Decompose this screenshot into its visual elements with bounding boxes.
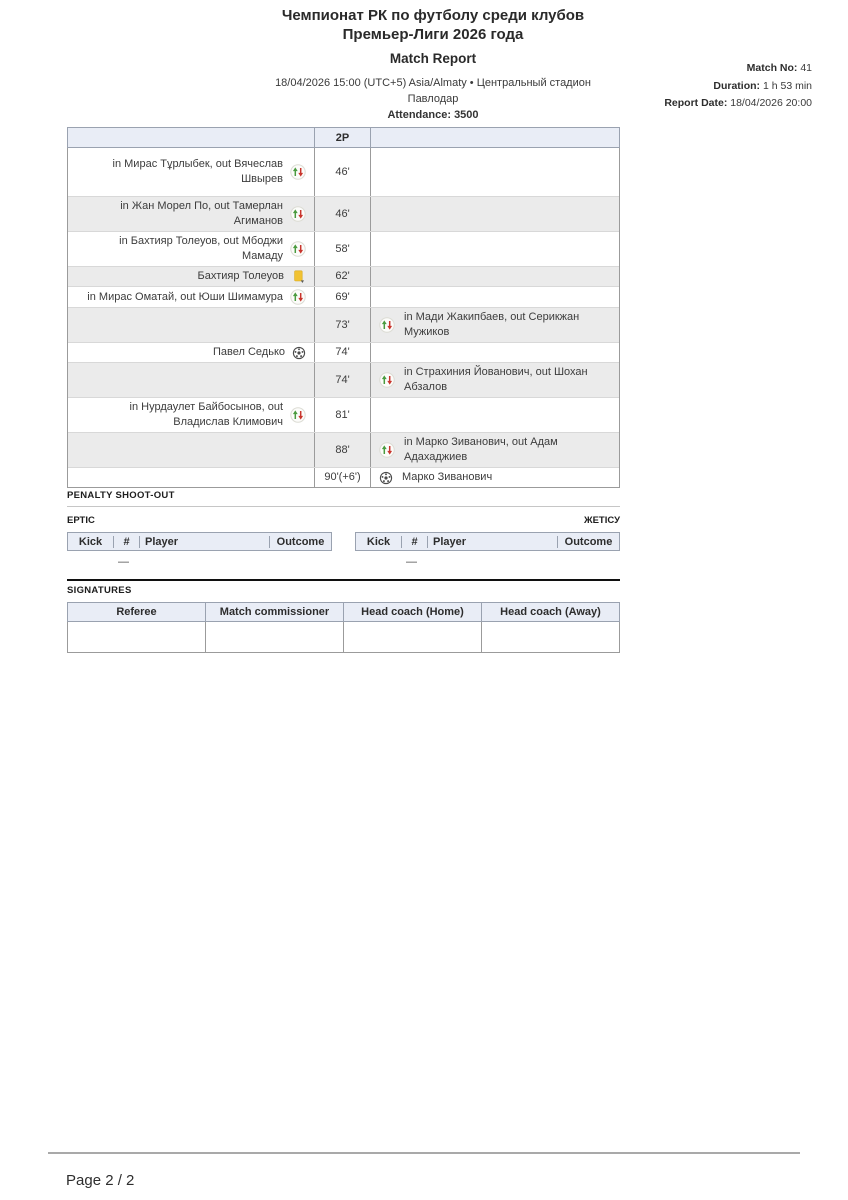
event-home-text: in Нурдаулет Байбосынов, out Владислав Климович xyxy=(129,401,283,428)
event-row xyxy=(68,362,619,397)
match-city: Павлодар xyxy=(407,93,459,105)
penalty-table-away-header xyxy=(355,532,620,551)
signatures-section-title: SIGNATURES xyxy=(67,585,132,596)
event-row xyxy=(68,432,619,467)
substitution-icon xyxy=(379,317,395,333)
event-home-cell xyxy=(68,232,314,266)
penalty-home-empty: — xyxy=(118,556,129,568)
events-table-header xyxy=(67,127,620,148)
event-away-cell xyxy=(371,197,619,231)
kick-column-header: Kick xyxy=(78,535,103,548)
duration-label: Duration: xyxy=(713,79,761,92)
event-row xyxy=(68,286,619,307)
event-away-text: in Мади Жакипбаев, out Серикжан Мужиков xyxy=(404,311,580,338)
penalty-divider xyxy=(67,506,620,507)
attendance-label: Attendance: xyxy=(387,109,451,121)
duration-value: 1 h 53 min xyxy=(762,79,812,92)
attendance-value: 3500 xyxy=(454,109,479,121)
penalty-table-home xyxy=(67,532,332,568)
penalty-table-away xyxy=(355,532,620,568)
substitution-icon xyxy=(290,164,306,180)
event-minute: 90'(+6') xyxy=(314,468,371,487)
substitution-icon xyxy=(379,442,395,458)
event-home-cell xyxy=(68,398,314,432)
report-date-value: 18/04/2026 20:00 xyxy=(730,97,812,109)
substitution-icon xyxy=(290,206,306,222)
event-away-cell xyxy=(371,267,619,286)
event-away-cell xyxy=(371,468,619,487)
away-team-name: ЖЕТІСУ xyxy=(583,515,620,526)
event-away-cell xyxy=(371,148,619,196)
player-column-header: Player xyxy=(433,535,467,548)
event-away-cell xyxy=(371,343,619,362)
footer-divider xyxy=(48,1152,800,1154)
report-date-row xyxy=(664,95,812,113)
match-commissioner-column-header: Match commissioner xyxy=(205,603,343,621)
event-home-cell xyxy=(68,343,314,362)
head-coach-away-signature-cell xyxy=(481,622,619,652)
event-minute: 46' xyxy=(314,197,371,231)
event-minute: 74' xyxy=(314,363,371,397)
goal-icon xyxy=(292,346,306,360)
penalty-team-labels xyxy=(67,515,620,526)
event-row xyxy=(68,307,619,342)
period-header: 2P xyxy=(314,128,371,147)
signatures-table-body xyxy=(67,622,620,653)
event-row xyxy=(68,231,619,266)
event-home-cell xyxy=(68,197,314,231)
event-away-text: Марко Зиванович xyxy=(402,471,493,483)
penalty-tables xyxy=(67,532,620,568)
substitution-icon xyxy=(290,289,306,305)
event-minute: 73' xyxy=(314,308,371,342)
event-home-text: Бахтияр Толеуов xyxy=(197,270,284,282)
signatures-table xyxy=(67,602,620,653)
penalty-table-home-header xyxy=(67,532,332,551)
section-end-rule xyxy=(67,579,620,581)
event-minute: 81' xyxy=(314,398,371,432)
event-home-cell xyxy=(68,363,314,397)
penalty-away-empty: — xyxy=(406,556,417,568)
substitution-icon xyxy=(379,372,395,388)
kick-column-header: Kick xyxy=(366,535,391,548)
event-minute: 69' xyxy=(314,287,371,307)
match-no-value: 41 xyxy=(800,62,812,74)
event-row xyxy=(68,397,619,432)
event-row xyxy=(68,342,619,362)
number-column-header: # xyxy=(401,536,428,548)
outcome-column-header: Outcome xyxy=(269,536,331,548)
event-row xyxy=(68,266,619,286)
report-title-line2: Премьер-Лиги 2026 года xyxy=(342,26,524,43)
home-team-name: ЕРТІС xyxy=(67,515,95,526)
event-minute: 88' xyxy=(314,433,371,467)
event-row xyxy=(68,467,619,487)
match-commissioner-signature-cell xyxy=(205,622,343,652)
event-home-cell xyxy=(68,308,314,342)
head-coach-home-signature-cell xyxy=(343,622,481,652)
events-header-away-cell xyxy=(371,128,619,147)
event-home-cell xyxy=(68,468,314,487)
referee-column-header: Referee xyxy=(116,606,157,618)
page-number: Page 2 / 2 xyxy=(66,1172,135,1189)
outcome-column-header: Outcome xyxy=(557,536,619,548)
event-away-cell xyxy=(371,308,619,342)
event-home-cell xyxy=(68,148,314,196)
head-coach-home-column-header: Head coach (Home) xyxy=(343,603,481,621)
event-away-cell xyxy=(371,287,619,307)
signatures-section xyxy=(67,585,620,653)
event-away-cell xyxy=(371,363,619,397)
yellow-card-icon xyxy=(291,269,306,284)
player-column-header: Player xyxy=(145,535,179,548)
event-home-cell xyxy=(68,267,314,286)
event-minute: 58' xyxy=(314,232,371,266)
event-home-text: in Жан Морел По, out Тамерлан Агиманов xyxy=(120,200,283,227)
event-away-cell xyxy=(371,232,619,266)
event-home-text: Павел Седько xyxy=(213,346,285,358)
event-row xyxy=(68,196,619,231)
substitution-icon xyxy=(290,407,306,423)
penalty-shootout-section xyxy=(67,490,620,581)
penalty-section-title: PENALTY SHOOT-OUT xyxy=(67,490,175,501)
substitution-icon xyxy=(290,241,306,257)
goal-icon xyxy=(379,471,393,485)
referee-signature-cell xyxy=(68,622,205,652)
match-no-row xyxy=(664,60,812,78)
match-datetime-venue: 18/04/2026 15:00 (UTC+5) Asia/Almaty • Центральный стадион xyxy=(275,77,591,89)
report-date-label: Report Date: xyxy=(664,97,728,109)
events-table-body xyxy=(67,148,620,488)
event-row xyxy=(68,148,619,196)
event-home-cell xyxy=(68,433,314,467)
event-minute: 62' xyxy=(314,267,371,286)
event-away-cell xyxy=(371,433,619,467)
event-minute: 46' xyxy=(314,148,371,196)
report-subtitle: Match Report xyxy=(389,51,477,66)
report-title-line1: Чемпионат РК по футболу среди клубов xyxy=(281,7,585,24)
event-away-cell xyxy=(371,398,619,432)
duration-row xyxy=(664,78,812,96)
event-home-cell xyxy=(68,287,314,307)
match-info-block xyxy=(664,60,812,113)
event-away-text: in Страхиния Йованович, out Шохан Абзалов xyxy=(404,366,588,393)
event-minute: 74' xyxy=(314,343,371,362)
event-home-text: in Мирас Тұрлыбек, out Вячеслав Швырев xyxy=(112,158,283,185)
event-away-text: in Марко Зиванович, out Адам Адахаджиев xyxy=(404,436,558,463)
events-table xyxy=(67,127,620,488)
match-no-label: Match No: xyxy=(746,62,798,74)
signatures-table-header xyxy=(67,602,620,622)
event-home-text: in Мирас Оматай, out Юши Шимамура xyxy=(87,290,283,303)
head-coach-away-column-header: Head coach (Away) xyxy=(481,603,619,621)
number-column-header: # xyxy=(113,536,140,548)
event-home-text: in Бахтияр Толеуов, out Мбоджи Мамаду xyxy=(119,235,283,262)
events-header-home-cell xyxy=(68,128,314,147)
